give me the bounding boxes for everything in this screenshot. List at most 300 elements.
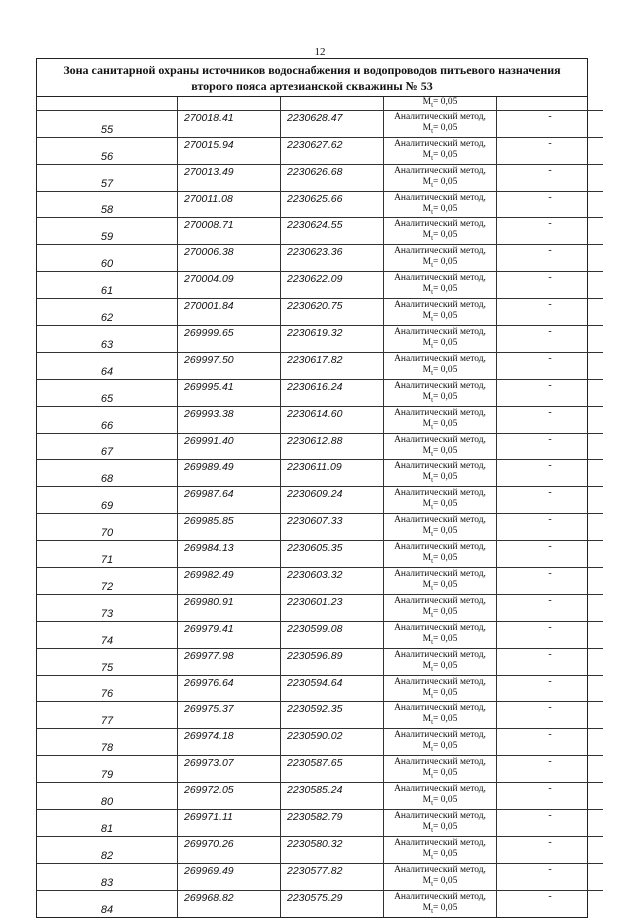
method-subscript: t: [431, 637, 434, 646]
method-accuracy: [384, 634, 496, 648]
y-coordinate: 2230607.33: [281, 514, 384, 541]
method-subscript: t: [431, 799, 434, 808]
extra-cell: -: [497, 729, 604, 756]
table-row: [37, 379, 603, 406]
x-coordinate: 269991.40: [178, 433, 281, 460]
table-row: [37, 110, 603, 137]
method-subscript: t: [431, 126, 434, 135]
table-row: [37, 352, 603, 379]
table-row: [37, 810, 603, 837]
method-cell: [384, 863, 497, 890]
x-coordinate: 270008.71: [178, 218, 281, 245]
table-row-continuation: [37, 97, 603, 110]
x-coordinate: 269979.41: [178, 621, 281, 648]
method-subscript: t: [431, 530, 434, 539]
extra-cell: -: [497, 810, 604, 837]
method-cell: [384, 729, 497, 756]
extra-cell: -: [497, 487, 604, 514]
y-coordinate: 2230575.29: [281, 890, 384, 916]
method-m: M: [422, 284, 432, 295]
point-number: 83: [37, 863, 178, 890]
x-coordinate: 270015.94: [178, 137, 281, 164]
method-subscript: t: [431, 207, 434, 216]
method-subscript: t: [431, 234, 434, 243]
method-subscript: t: [431, 315, 434, 324]
table-row: [37, 836, 603, 863]
method-cell: [384, 406, 497, 433]
method-value: = 0,05: [433, 633, 458, 644]
method-accuracy: [384, 795, 496, 809]
table-row: [37, 783, 603, 810]
method-m: M: [422, 714, 432, 725]
method-accuracy: [384, 661, 496, 675]
table-row: [37, 702, 603, 729]
x-coordinate: 270011.08: [178, 191, 281, 218]
method-value: = 0,05: [433, 768, 458, 779]
y-coordinate: 2230594.64: [281, 675, 384, 702]
y-coordinate: 2230616.24: [281, 379, 384, 406]
method-text: Аналитический метод,: [394, 676, 486, 687]
point-number: 82: [37, 836, 178, 863]
x-coordinate: 269973.07: [178, 756, 281, 783]
method-cell: [384, 890, 497, 916]
method-m: M: [422, 445, 432, 456]
table-row: [37, 487, 603, 514]
method-m: M: [422, 391, 432, 402]
extra-cell: -: [497, 460, 604, 487]
method-subscript: t: [431, 368, 434, 377]
method-accuracy: [384, 553, 496, 567]
y-cell: [281, 97, 384, 110]
method-m: M: [422, 768, 432, 779]
title-line-2: второго пояса артезианской скважины № 53: [191, 79, 433, 93]
method-m: M: [422, 203, 432, 214]
method-subscript: t: [431, 288, 434, 297]
point-number: 66: [37, 406, 178, 433]
method-text: Аналитический метод,: [394, 219, 486, 230]
x-coordinate: 269995.41: [178, 379, 281, 406]
method-m: M: [422, 122, 432, 133]
method-m: M: [422, 822, 432, 833]
x-coordinate: 269968.82: [178, 890, 281, 916]
table-row: [37, 406, 603, 433]
method-cell: [384, 756, 497, 783]
method-subscript: t: [431, 745, 434, 754]
y-coordinate: 2230603.32: [281, 568, 384, 595]
method-cell: [384, 621, 497, 648]
method-m: M: [422, 875, 432, 886]
x-coordinate: 269984.13: [178, 541, 281, 568]
method-text: Аналитический метод,: [394, 353, 486, 364]
extra-cell: -: [497, 621, 604, 648]
point-number: 73: [37, 594, 178, 621]
method-accuracy: [384, 257, 496, 271]
method-text: Аналитический метод,: [394, 622, 486, 633]
x-cell: [178, 97, 281, 110]
y-coordinate: 2230609.24: [281, 487, 384, 514]
method-subscript: t: [431, 476, 434, 485]
point-number: 72: [37, 568, 178, 595]
method-value: = 0,05: [433, 176, 458, 187]
method-text: Аналитический метод,: [394, 569, 486, 580]
method-value: = 0,05: [433, 499, 458, 510]
method-text: Аналитический метод,: [394, 138, 486, 149]
method-m: M: [422, 230, 432, 241]
method-cell: [384, 272, 497, 299]
point-number: 57: [37, 164, 178, 191]
method-subscript: t: [431, 341, 434, 350]
method-subscript: t: [431, 100, 434, 109]
x-coordinate: 270001.84: [178, 299, 281, 326]
extra-cell: -: [497, 756, 604, 783]
y-coordinate: 2230590.02: [281, 729, 384, 756]
method-accuracy: [384, 714, 496, 728]
method-value: = 0,05: [433, 149, 458, 160]
method-cell: [384, 487, 497, 514]
point-number: 68: [37, 460, 178, 487]
method-m: M: [422, 149, 432, 160]
method-m: M: [422, 499, 432, 510]
extra-cell: -: [497, 541, 604, 568]
method-value: = 0,05: [433, 122, 458, 133]
table-row: [37, 621, 603, 648]
method-text: Аналитический метод,: [394, 165, 486, 176]
extra-cell: -: [497, 568, 604, 595]
method-text: Аналитический метод,: [394, 515, 486, 526]
method-cell: [384, 110, 497, 137]
num-cell: [37, 97, 178, 110]
table-row: [37, 460, 603, 487]
y-coordinate: 2230622.09: [281, 272, 384, 299]
method-text: Аналитический метод,: [394, 407, 486, 418]
method-value: = 0,05: [433, 257, 458, 268]
x-coordinate: 269974.18: [178, 729, 281, 756]
x-coordinate: 269972.05: [178, 783, 281, 810]
method-text: Аналитический метод,: [394, 703, 486, 714]
method-subscript: t: [431, 422, 434, 431]
page-number: 12: [314, 46, 326, 58]
x-coordinate: 269971.11: [178, 810, 281, 837]
method-accuracy: [384, 338, 496, 352]
method-m: M: [422, 580, 432, 591]
method-text: Аналитический метод,: [394, 837, 486, 848]
table-row: [37, 218, 603, 245]
method-m: M: [422, 311, 432, 322]
method-text: Аналитический метод,: [394, 111, 486, 122]
x-coordinate: 269975.37: [178, 702, 281, 729]
method-text: Аналитический метод,: [394, 192, 486, 203]
x-coordinate: 269970.26: [178, 836, 281, 863]
table-row: [37, 863, 603, 890]
method-value: = 0,05: [433, 391, 458, 402]
extra-cell: -: [497, 433, 604, 460]
extra-cell: -: [497, 245, 604, 272]
table-row: [37, 272, 603, 299]
method-cell: [384, 245, 497, 272]
point-number: 78: [37, 729, 178, 756]
extra-cell: [497, 97, 604, 110]
method-m: M: [422, 660, 432, 671]
method-accuracy: [384, 499, 496, 513]
y-coordinate: 2230611.09: [281, 460, 384, 487]
method-text: Аналитический метод,: [394, 784, 486, 795]
point-number: 76: [37, 675, 178, 702]
method-accuracy: [384, 284, 496, 298]
table-row: [37, 433, 603, 460]
method-cell: [384, 783, 497, 810]
extra-cell: -: [497, 783, 604, 810]
method-m: M: [422, 633, 432, 644]
table-row: [37, 326, 603, 353]
table-row: [37, 568, 603, 595]
table-row: [37, 299, 603, 326]
y-coordinate: 2230614.60: [281, 406, 384, 433]
extra-cell: -: [497, 594, 604, 621]
method-m: M: [422, 472, 432, 483]
method-cell: [384, 379, 497, 406]
y-coordinate: 2230619.32: [281, 326, 384, 353]
method-m: M: [422, 257, 432, 268]
extra-cell: -: [497, 406, 604, 433]
method-subscript: t: [431, 153, 434, 162]
method-m: M: [422, 176, 432, 187]
method-value: = 0,05: [433, 606, 458, 617]
point-number: 59: [37, 218, 178, 245]
x-coordinate: 269969.49: [178, 863, 281, 890]
y-coordinate: 2230620.75: [281, 299, 384, 326]
extra-cell: -: [497, 702, 604, 729]
table-row: [37, 729, 603, 756]
y-coordinate: 2230626.68: [281, 164, 384, 191]
method-value: = 0,05: [433, 822, 458, 833]
point-number: 58: [37, 191, 178, 218]
method-cell: [384, 541, 497, 568]
method-m: M: [422, 795, 432, 806]
method-text: Аналитический метод,: [394, 757, 486, 768]
method-accuracy: [384, 123, 496, 137]
extra-cell: -: [497, 326, 604, 353]
method-accuracy: [384, 580, 496, 594]
x-coordinate: 270004.09: [178, 272, 281, 299]
method-accuracy: [384, 419, 496, 433]
point-number: 55: [37, 110, 178, 137]
title-line-1: Зона санитарной охраны источников водоснабжения и водопроводов питьевого назначения: [63, 63, 561, 77]
x-coordinate: 269985.85: [178, 514, 281, 541]
point-number: 79: [37, 756, 178, 783]
method-subscript: t: [431, 664, 434, 673]
method-m: M: [422, 553, 432, 564]
method-subscript: t: [431, 557, 434, 566]
method-cell: [384, 568, 497, 595]
method-value: = 0,05: [433, 741, 458, 752]
method-subscript: t: [431, 395, 434, 404]
y-coordinate: 2230601.23: [281, 594, 384, 621]
method-cell: [384, 137, 497, 164]
extra-cell: -: [497, 379, 604, 406]
y-coordinate: 2230577.82: [281, 863, 384, 890]
method-accuracy: [384, 876, 496, 890]
x-coordinate: 269980.91: [178, 594, 281, 621]
table-row: [37, 890, 603, 916]
method-value: = 0,05: [433, 203, 458, 214]
x-coordinate: 269989.49: [178, 460, 281, 487]
method-subscript: t: [431, 772, 434, 781]
point-number: 81: [37, 810, 178, 837]
method-value: = 0,05: [433, 472, 458, 483]
y-coordinate: 2230585.24: [281, 783, 384, 810]
method-accuracy: [384, 311, 496, 325]
method-text: Аналитический метод,: [394, 327, 486, 338]
point-number: 64: [37, 352, 178, 379]
method-accuracy: [384, 849, 496, 863]
method-value: = 0,05: [433, 660, 458, 671]
method-cell: [384, 164, 497, 191]
method-subscript: t: [431, 503, 434, 512]
x-coordinate: 270013.49: [178, 164, 281, 191]
method-cell: [384, 299, 497, 326]
x-coordinate: 270018.41: [178, 110, 281, 137]
extra-cell: -: [497, 514, 604, 541]
y-coordinate: 2230612.88: [281, 433, 384, 460]
y-coordinate: 2230596.89: [281, 648, 384, 675]
table-row: [37, 594, 603, 621]
x-coordinate: 269977.98: [178, 648, 281, 675]
x-coordinate: 269999.65: [178, 326, 281, 353]
method-value: = 0,05: [433, 311, 458, 322]
method-accuracy: [384, 230, 496, 244]
point-number: 75: [37, 648, 178, 675]
method-cell: [384, 433, 497, 460]
method-text: Аналитический метод,: [394, 649, 486, 660]
method-text: Аналитический метод,: [394, 246, 486, 257]
method-accuracy: [384, 446, 496, 460]
method-value: = 0,05: [433, 230, 458, 241]
method-accuracy: [384, 768, 496, 782]
method-accuracy: [384, 392, 496, 406]
method-m: M: [422, 97, 432, 107]
method-cell: [384, 460, 497, 487]
extra-cell: -: [497, 352, 604, 379]
method-m: M: [422, 338, 432, 349]
method-text: Аналитический метод,: [394, 461, 486, 472]
method-m: M: [422, 848, 432, 859]
extra-cell: -: [497, 863, 604, 890]
coordinates-table: [37, 97, 603, 917]
y-coordinate: 2230628.47: [281, 110, 384, 137]
method-cell: [384, 702, 497, 729]
method-subscript: t: [431, 906, 434, 915]
table-row: [37, 541, 603, 568]
extra-cell: -: [497, 890, 604, 916]
x-coordinate: 269993.38: [178, 406, 281, 433]
extra-cell: -: [497, 218, 604, 245]
method-value: = 0,05: [433, 795, 458, 806]
method-value: = 0,05: [433, 284, 458, 295]
table-row: [37, 137, 603, 164]
method-cell: [384, 514, 497, 541]
method-cell: [384, 675, 497, 702]
method-value: = 0,05: [433, 526, 458, 537]
point-number: 71: [37, 541, 178, 568]
method-accuracy: [384, 526, 496, 540]
method-cell: [384, 594, 497, 621]
method-subscript: t: [431, 691, 434, 700]
method-subscript: t: [431, 718, 434, 727]
point-number: 60: [37, 245, 178, 272]
table-row: [37, 191, 603, 218]
method-text: Аналитический метод,: [394, 434, 486, 445]
table-row: [37, 514, 603, 541]
y-coordinate: 2230599.08: [281, 621, 384, 648]
point-number: 65: [37, 379, 178, 406]
method-value: = 0,05: [433, 902, 458, 913]
method-text: Аналитический метод,: [394, 891, 486, 902]
extra-cell: -: [497, 164, 604, 191]
method-text: Аналитический метод,: [394, 542, 486, 553]
table-row: [37, 164, 603, 191]
method-text: Аналитический метод,: [394, 488, 486, 499]
method-m: M: [422, 418, 432, 429]
method-cell: [384, 648, 497, 675]
y-coordinate: 2230580.32: [281, 836, 384, 863]
method-cell: [384, 218, 497, 245]
method-accuracy: [384, 204, 496, 218]
x-coordinate: 269997.50: [178, 352, 281, 379]
method-cell: [384, 810, 497, 837]
point-number: 70: [37, 514, 178, 541]
method-text: Аналитический метод,: [394, 300, 486, 311]
method-text: Аналитический метод,: [394, 811, 486, 822]
extra-cell: -: [497, 299, 604, 326]
method-m: M: [422, 526, 432, 537]
y-coordinate: 2230582.79: [281, 810, 384, 837]
x-coordinate: 269982.49: [178, 568, 281, 595]
method-value: = 0,05: [433, 580, 458, 591]
method-accuracy: [384, 688, 496, 702]
method-value: = 0,05: [433, 338, 458, 349]
document-title: [37, 59, 587, 97]
method-m: M: [422, 606, 432, 617]
point-number: 62: [37, 299, 178, 326]
extra-cell: -: [497, 648, 604, 675]
extra-cell: -: [497, 675, 604, 702]
y-coordinate: 2230625.66: [281, 191, 384, 218]
method-cell: [384, 836, 497, 863]
extra-cell: -: [497, 137, 604, 164]
method-accuracy: [384, 472, 496, 486]
table-row: [37, 245, 603, 272]
x-coordinate: 269987.64: [178, 487, 281, 514]
method-cell: [384, 191, 497, 218]
method-accuracy: [384, 741, 496, 755]
point-number: 56: [37, 137, 178, 164]
point-number: 67: [37, 433, 178, 460]
y-coordinate: 2230592.35: [281, 702, 384, 729]
point-number: 77: [37, 702, 178, 729]
point-number: 69: [37, 487, 178, 514]
x-coordinate: 270006.38: [178, 245, 281, 272]
y-coordinate: 2230624.55: [281, 218, 384, 245]
method-m: M: [422, 902, 432, 913]
extra-cell: -: [497, 191, 604, 218]
table-row: [37, 648, 603, 675]
method-value: = 0,05: [433, 848, 458, 859]
method-subscript: t: [431, 879, 434, 888]
extra-cell: -: [497, 272, 604, 299]
method-value: = 0,05: [433, 418, 458, 429]
method-cell: [384, 352, 497, 379]
method-subscript: t: [431, 261, 434, 270]
